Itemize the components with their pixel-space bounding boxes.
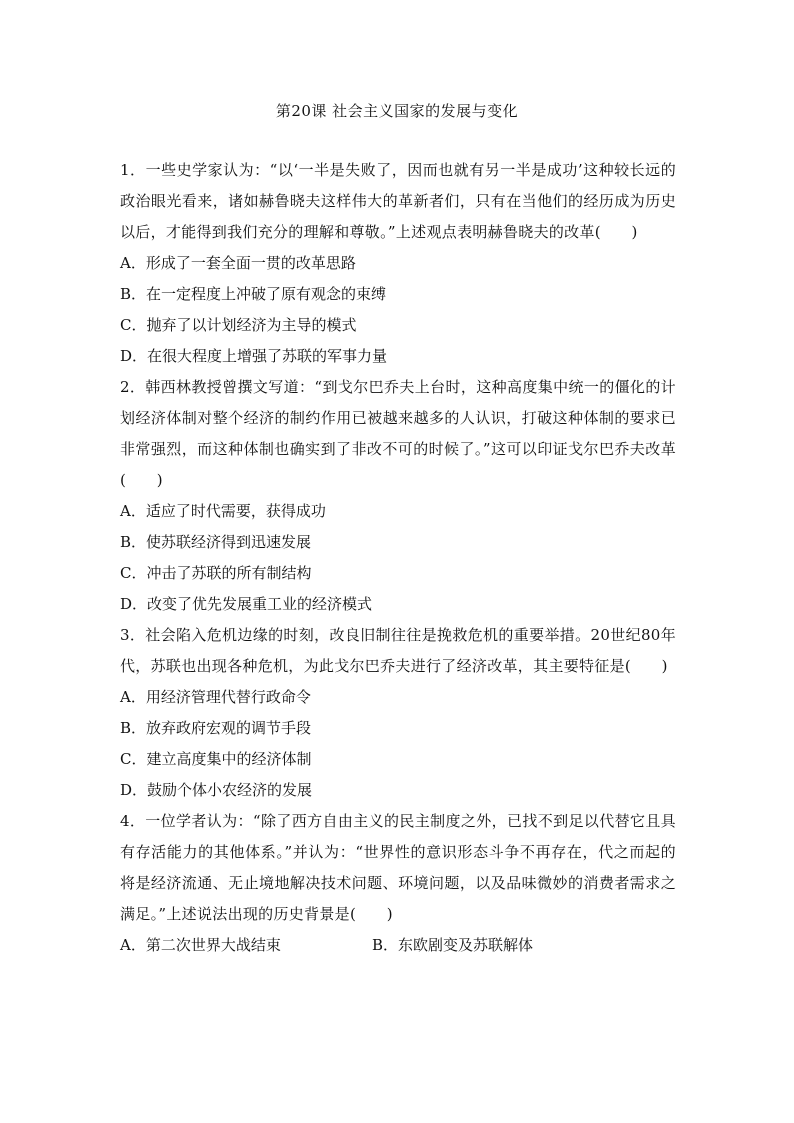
option-b: B．在一定程度上冲破了原有观念的束缚 bbox=[120, 285, 387, 303]
option-row bbox=[120, 930, 676, 961]
option-d: D．改变了优先发展重工业的经济模式 bbox=[120, 595, 373, 613]
option-c: C．冲击了苏联的所有制结构 bbox=[120, 564, 312, 582]
question-4 bbox=[120, 806, 676, 961]
question-2 bbox=[120, 372, 676, 620]
lesson-title: 第20课 社会主义国家的发展与变化 bbox=[275, 102, 519, 120]
option-b: B．使苏联经济得到迅速发展 bbox=[120, 533, 312, 551]
option-a: A．第二次世界大战结束 bbox=[120, 936, 281, 954]
option-a: A．形成了一套全面一贯的改革思路 bbox=[120, 254, 356, 272]
option-c: C．建立高度集中的经济体制 bbox=[120, 750, 312, 768]
option-b: B．东欧剧变及苏联解体 bbox=[372, 936, 534, 954]
option-a: A．适应了时代需要，获得成功 bbox=[120, 502, 326, 520]
option-d: D．在很大程度上增强了苏联的军事力量 bbox=[120, 347, 388, 365]
option-d: D．鼓励个体小农经济的发展 bbox=[120, 781, 313, 799]
question-stem: 3．社会陷入危机边缘的时刻，改良旧制往往是挽救危机的重要举措。20世纪80年代，苏联也出现各种危机，为此戈尔巴乔夫进行了经济改革，其主要特征是( ) bbox=[120, 626, 676, 675]
question-stem: 4．一位学者认为：“除了西方自由主义的民主制度之外，已找不到足以代替它且具有存活能力的其他体系。”并认为：“世界性的意识形态斗争不再存在，代之而起的将是经济流通、无止境地解决技术问题、环境问题，以及品味微妙的消费者需求之满足。”上述说法出现的历史背景是( ) bbox=[120, 812, 676, 923]
option-b: B．放弃政府宏观的调节手段 bbox=[120, 719, 312, 737]
question-stem: 1．一些史学家认为：“以‘一半是失败了，因而也就有另一半是成功’这种较长远的政治眼光看来，诸如赫鲁晓夫这样伟大的革新者们，只有在当他们的经历成为历史以后，才能得到我们充分的理解和尊敬。”上述观点表明赫鲁晓夫的改革( ) bbox=[120, 161, 676, 241]
question-3 bbox=[120, 620, 676, 806]
question-stem: 2．韩西林教授曾撰文写道：“到戈尔巴乔夫上台时，这种高度集中统一的僵化的计划经济体制对整个经济的制约作用已被越来越多的人认识，打破这种体制的要求已非常强烈，而这种体制也确实到了非改不可的时候了。”这可以印证戈尔巴乔夫改革( ) bbox=[120, 378, 676, 489]
option-a: A．用经济管理代替行政命令 bbox=[120, 688, 311, 706]
question-list bbox=[120, 155, 676, 961]
question-1 bbox=[120, 155, 676, 372]
option-c: C．抛弃了以计划经济为主导的模式 bbox=[120, 316, 357, 334]
